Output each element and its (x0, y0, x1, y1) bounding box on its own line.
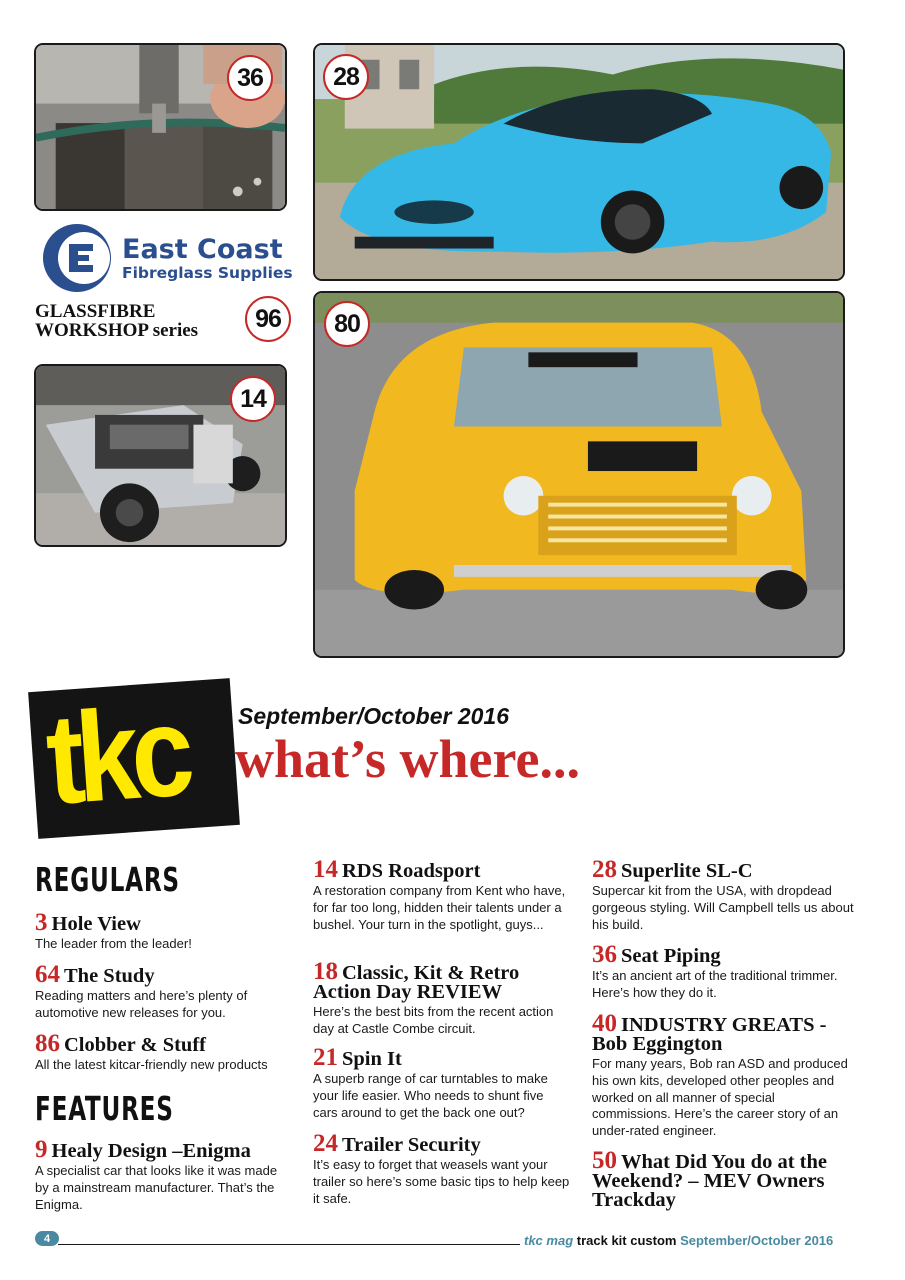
east-coast-logo (40, 222, 295, 294)
entry-title: RDS Roadsport (342, 860, 481, 882)
east-coast-tagline: Fibreglass Supplies (122, 264, 293, 282)
entry-description: It’s easy to forget that weasels want your trailer so here’s some basic tips to help keep it safe. (313, 1157, 570, 1206)
features-heading: FEATURES (35, 1089, 174, 1128)
entry-description: Supercar kit from the USA, with dropdead gorgeous styling. Will Campbell tells us about his build. (592, 883, 854, 932)
footer-rule (58, 1244, 520, 1245)
photo-superlite (313, 43, 845, 281)
page-badge-96: 96 (245, 296, 291, 342)
issue-date: September/October 2016 (238, 703, 510, 729)
entry-description: A restoration company from Kent who have, for far too long, hidden their talents under a bushel. Your turn in the spotlight, guys... (313, 883, 566, 932)
page-badge-28: 28 (323, 54, 369, 100)
page-badge-14: 14 (230, 376, 276, 422)
page-title: what’s where... (235, 729, 580, 789)
entry-title: Seat Piping (621, 945, 721, 967)
entry-description: A specialist car that looks like it was made by a mainstream manufacturer. That’s the Enigma. (35, 1163, 278, 1212)
entry-page-number: 24 (313, 1130, 338, 1157)
contents-entry (313, 1044, 571, 1121)
entry-page-number: 86 (35, 1030, 60, 1057)
east-coast-emblem-icon (40, 222, 116, 294)
footer-mag: tkc mag (524, 1233, 574, 1248)
contents-entry (592, 1010, 854, 1140)
entry-title: Classic, Kit & Retro Action Day REVIEW (313, 962, 520, 1003)
entry-title: The Study (64, 965, 155, 987)
contents-entry (592, 1147, 854, 1211)
entry-title: INDUSTRY GREATS - Bob Eggington (592, 1014, 827, 1055)
entry-description: All the latest kitcar-friendly new products (35, 1057, 268, 1072)
entry-page-number: 36 (592, 941, 617, 968)
entry-page-number: 9 (35, 1136, 48, 1163)
entry-description: For many years, Bob ran ASD and produced his own kits, developed other peoples and worked on all manner of special commissions. Here’s the career story of an under-rated engineer. (592, 1056, 848, 1139)
entry-title: Clobber & Stuff (64, 1034, 206, 1056)
east-coast-name: East Coast (122, 234, 283, 265)
glassfibre-line2: WORKSHOP series (35, 320, 199, 341)
footer-date: September/October 2016 (680, 1233, 834, 1248)
glassfibre-workshop-label (35, 302, 198, 340)
tkc-logo (28, 678, 240, 839)
entry-page-number: 50 (592, 1147, 617, 1174)
contents-entry (35, 1030, 297, 1074)
contents-entry (35, 961, 295, 1022)
contents-entry (592, 856, 854, 933)
entry-description: A superb range of car turntables to make your life easier. Who needs to shunt five cars around to get the back one out? (313, 1071, 548, 1120)
entry-title: Superlite SL-C (621, 860, 753, 882)
entry-title: Healy Design –Enigma (51, 1140, 251, 1162)
mini-image (315, 293, 843, 656)
entry-page-number: 28 (592, 856, 617, 883)
glassfibre-line1: GLASSFIBRE (35, 301, 156, 322)
contents-entry (35, 1136, 280, 1213)
entry-page-number: 21 (313, 1044, 338, 1071)
regulars-heading: REGULARS (35, 860, 180, 899)
entry-title: What Did You do at the Weekend? – MEV Owners Trackday (592, 1151, 827, 1211)
superlite-image (315, 45, 843, 279)
entry-page-number: 3 (35, 909, 48, 936)
entry-title: Spin It (342, 1048, 402, 1070)
contents-entry (313, 1130, 571, 1207)
contents-entry (313, 856, 571, 933)
footer-credit (524, 1233, 833, 1248)
entry-page-number: 18 (313, 958, 338, 985)
tkc-logo-text: tkc (41, 679, 191, 832)
page-badge-36: 36 (227, 55, 273, 101)
photo-mini (313, 291, 845, 658)
entry-title: Hole View (51, 913, 141, 935)
contents-entry (592, 941, 854, 1002)
entry-title: Trailer Security (342, 1134, 481, 1156)
contents-entry (313, 958, 571, 1038)
footer-name: track kit custom (576, 1233, 677, 1248)
contents-entry (35, 909, 295, 953)
entry-description: Reading matters and here’s plenty of automotive new releases for you. (35, 988, 248, 1020)
entry-description: It’s an ancient art of the traditional trimmer. Here’s how they do it. (592, 968, 838, 1000)
entry-description: Here’s the best bits from the recent action day at Castle Combe circuit. (313, 1004, 554, 1036)
entry-page-number: 14 (313, 856, 338, 883)
page-badge-80: 80 (324, 301, 370, 347)
entry-page-number: 40 (592, 1010, 617, 1037)
page-number: 4 (35, 1231, 59, 1246)
entry-description: The leader from the leader! (35, 936, 192, 951)
entry-page-number: 64 (35, 961, 60, 988)
